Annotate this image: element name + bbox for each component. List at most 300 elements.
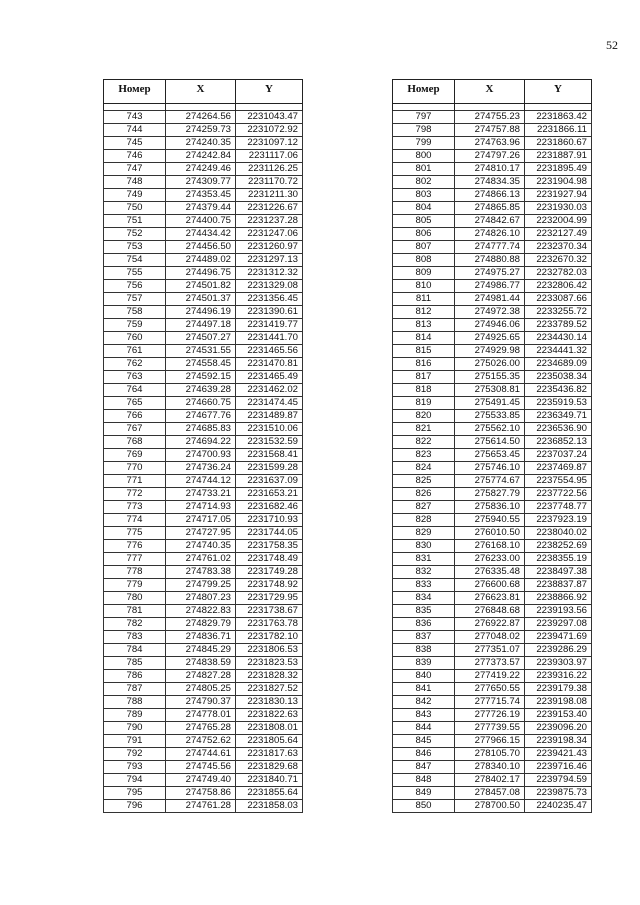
point-number-cell: 800 [393, 150, 455, 163]
y-coordinate-cell: 2231855.64 [236, 787, 303, 800]
y-coordinate-cell: 2231822.63 [236, 709, 303, 722]
point-number-cell: 842 [393, 696, 455, 709]
x-coordinate-cell: 274660.75 [166, 397, 236, 410]
x-coordinate-cell: 274972.38 [455, 306, 525, 319]
y-coordinate-cell: 2231808.01 [236, 722, 303, 735]
point-number-cell: 806 [393, 228, 455, 241]
table-row [393, 514, 592, 527]
point-number-cell: 759 [104, 319, 166, 332]
table-row [393, 241, 592, 254]
y-coordinate-cell: 2231829.68 [236, 761, 303, 774]
point-number-cell: 840 [393, 670, 455, 683]
table-row [104, 696, 303, 709]
point-number-cell: 779 [104, 579, 166, 592]
table-row [104, 345, 303, 358]
y-coordinate-cell: 2231930.03 [525, 202, 592, 215]
table-row [393, 618, 592, 631]
point-number-cell: 754 [104, 254, 166, 267]
table-row [104, 137, 303, 150]
table-row [393, 683, 592, 696]
table-row [104, 605, 303, 618]
y-coordinate-cell: 2238355.19 [525, 553, 592, 566]
x-coordinate-cell: 276623.81 [455, 592, 525, 605]
point-number-cell: 820 [393, 410, 455, 423]
point-number-cell: 776 [104, 540, 166, 553]
point-number-cell: 845 [393, 735, 455, 748]
point-number-cell: 832 [393, 566, 455, 579]
y-coordinate-cell: 2239198.08 [525, 696, 592, 709]
point-number-cell: 823 [393, 449, 455, 462]
y-coordinate-cell: 2231470.81 [236, 358, 303, 371]
table-row [104, 241, 303, 254]
y-coordinate-cell: 2231927.94 [525, 189, 592, 202]
y-coordinate-cell: 2232782.03 [525, 267, 592, 280]
point-number-cell: 785 [104, 657, 166, 670]
point-number-cell: 828 [393, 514, 455, 527]
table-row [104, 111, 303, 124]
y-coordinate-cell: 2234441.32 [525, 345, 592, 358]
y-coordinate-cell: 2231863.42 [525, 111, 592, 124]
x-coordinate-cell: 274259.73 [166, 124, 236, 137]
y-coordinate-cell: 2231356.45 [236, 293, 303, 306]
point-number-cell: 822 [393, 436, 455, 449]
point-number-cell: 809 [393, 267, 455, 280]
point-number-cell: 783 [104, 631, 166, 644]
table-row [393, 371, 592, 384]
x-coordinate-cell: 274744.61 [166, 748, 236, 761]
table-row [393, 306, 592, 319]
x-coordinate-cell: 274685.83 [166, 423, 236, 436]
x-coordinate-cell: 277351.07 [455, 644, 525, 657]
x-coordinate-cell: 274531.55 [166, 345, 236, 358]
x-coordinate-cell: 274752.62 [166, 735, 236, 748]
y-coordinate-cell: 2231817.63 [236, 748, 303, 761]
x-coordinate-cell: 274822.83 [166, 605, 236, 618]
point-number-cell: 837 [393, 631, 455, 644]
point-number-cell: 756 [104, 280, 166, 293]
table-row [104, 787, 303, 800]
point-number-cell: 836 [393, 618, 455, 631]
table-row [104, 501, 303, 514]
x-coordinate-cell: 274757.88 [455, 124, 525, 137]
x-coordinate-cell: 278340.10 [455, 761, 525, 774]
y-coordinate-cell: 2239179.38 [525, 683, 592, 696]
header-spacer [104, 104, 303, 111]
x-coordinate-cell: 275836.10 [455, 501, 525, 514]
point-number-cell: 839 [393, 657, 455, 670]
point-number-cell: 848 [393, 774, 455, 787]
point-number-cell: 771 [104, 475, 166, 488]
table-header-row [393, 80, 592, 104]
point-number-cell: 760 [104, 332, 166, 345]
y-coordinate-cell: 2231738.67 [236, 605, 303, 618]
x-coordinate-cell: 274865.85 [455, 202, 525, 215]
table-row [104, 579, 303, 592]
x-coordinate-cell: 275533.85 [455, 410, 525, 423]
table-row [393, 735, 592, 748]
table-row [393, 670, 592, 683]
x-coordinate-cell: 274740.35 [166, 540, 236, 553]
y-coordinate-cell: 2231682.46 [236, 501, 303, 514]
table-row [393, 696, 592, 709]
y-coordinate-cell: 2231758.35 [236, 540, 303, 553]
table-row [393, 501, 592, 514]
table-row [104, 397, 303, 410]
x-coordinate-cell: 277419.22 [455, 670, 525, 683]
point-number-cell: 797 [393, 111, 455, 124]
table-row [104, 410, 303, 423]
table-row [104, 709, 303, 722]
table-row [393, 787, 592, 800]
table-row [104, 371, 303, 384]
table-row [393, 202, 592, 215]
x-coordinate-cell: 274826.10 [455, 228, 525, 241]
x-coordinate-cell: 274799.25 [166, 579, 236, 592]
y-coordinate-cell: 2239153.40 [525, 709, 592, 722]
x-coordinate-cell: 275827.79 [455, 488, 525, 501]
table-row [393, 254, 592, 267]
y-coordinate-cell: 2239286.29 [525, 644, 592, 657]
point-number-cell: 769 [104, 449, 166, 462]
table-row [104, 319, 303, 332]
x-coordinate-cell: 278105.70 [455, 748, 525, 761]
x-coordinate-cell: 274807.23 [166, 592, 236, 605]
x-coordinate-cell: 274489.02 [166, 254, 236, 267]
y-coordinate-cell: 2231419.77 [236, 319, 303, 332]
x-coordinate-cell: 274925.65 [455, 332, 525, 345]
table-row [104, 527, 303, 540]
y-coordinate-cell: 2238497.38 [525, 566, 592, 579]
y-coordinate-cell: 2231895.49 [525, 163, 592, 176]
point-number-cell: 763 [104, 371, 166, 384]
point-number-cell: 804 [393, 202, 455, 215]
table-row [393, 722, 592, 735]
y-coordinate-cell: 2231390.61 [236, 306, 303, 319]
x-coordinate-cell: 274694.22 [166, 436, 236, 449]
table-row [393, 332, 592, 345]
table-row [393, 150, 592, 163]
point-number-cell: 816 [393, 358, 455, 371]
point-number-cell: 778 [104, 566, 166, 579]
x-coordinate-cell: 274639.28 [166, 384, 236, 397]
point-number-cell: 850 [393, 800, 455, 813]
table-row [393, 228, 592, 241]
point-number-cell: 746 [104, 150, 166, 163]
x-coordinate-cell: 274496.75 [166, 267, 236, 280]
point-number-cell: 841 [393, 683, 455, 696]
x-coordinate-cell: 278700.50 [455, 800, 525, 813]
y-coordinate-cell: 2239875.73 [525, 787, 592, 800]
y-coordinate-cell: 2238252.69 [525, 540, 592, 553]
coordinates-table-left [103, 79, 303, 813]
y-coordinate-cell: 2231830.13 [236, 696, 303, 709]
x-coordinate-cell: 274810.17 [455, 163, 525, 176]
x-coordinate-cell: 274797.26 [455, 150, 525, 163]
point-number-cell: 766 [104, 410, 166, 423]
point-number-cell: 786 [104, 670, 166, 683]
table-row [393, 267, 592, 280]
y-coordinate-cell: 2239193.56 [525, 605, 592, 618]
table-row [393, 553, 592, 566]
y-coordinate-cell: 2231465.49 [236, 371, 303, 384]
table-row [104, 644, 303, 657]
x-coordinate-cell: 277966.15 [455, 735, 525, 748]
y-coordinate-cell: 2231866.11 [525, 124, 592, 137]
point-number-cell: 762 [104, 358, 166, 371]
y-coordinate-cell: 2231465.56 [236, 345, 303, 358]
x-coordinate-cell: 274829.79 [166, 618, 236, 631]
table-row [393, 358, 592, 371]
table-row [393, 293, 592, 306]
table-row [104, 358, 303, 371]
table-row [104, 462, 303, 475]
table-row [104, 488, 303, 501]
point-number-cell: 775 [104, 527, 166, 540]
x-coordinate-cell: 274592.15 [166, 371, 236, 384]
point-number-cell: 745 [104, 137, 166, 150]
table-row [393, 176, 592, 189]
x-coordinate-cell: 274790.37 [166, 696, 236, 709]
y-coordinate-cell: 2237748.77 [525, 501, 592, 514]
x-coordinate-cell: 274400.75 [166, 215, 236, 228]
table-row [393, 462, 592, 475]
y-coordinate-cell: 2231226.67 [236, 202, 303, 215]
table-row [104, 150, 303, 163]
x-coordinate-cell: 276848.68 [455, 605, 525, 618]
point-number-cell: 755 [104, 267, 166, 280]
x-coordinate-cell: 274778.01 [166, 709, 236, 722]
y-coordinate-cell: 2235436.82 [525, 384, 592, 397]
point-number-cell: 847 [393, 761, 455, 774]
x-coordinate-cell: 274845.29 [166, 644, 236, 657]
x-coordinate-cell: 277650.55 [455, 683, 525, 696]
point-number-cell: 830 [393, 540, 455, 553]
table-row [393, 579, 592, 592]
y-coordinate-cell: 2235038.34 [525, 371, 592, 384]
y-coordinate-cell: 2234689.09 [525, 358, 592, 371]
x-coordinate-cell: 277739.55 [455, 722, 525, 735]
table-row [104, 514, 303, 527]
table-row [393, 345, 592, 358]
point-number-cell: 835 [393, 605, 455, 618]
table-row [393, 397, 592, 410]
y-coordinate-cell: 2231599.28 [236, 462, 303, 475]
table-row [104, 618, 303, 631]
y-coordinate-cell: 2231170.72 [236, 176, 303, 189]
table-row [104, 280, 303, 293]
point-number-cell: 781 [104, 605, 166, 618]
x-coordinate-cell: 274496.19 [166, 306, 236, 319]
x-coordinate-cell: 274264.56 [166, 111, 236, 124]
point-number-cell: 780 [104, 592, 166, 605]
table-row [104, 475, 303, 488]
header-x: X [166, 80, 236, 104]
table-row [393, 540, 592, 553]
x-coordinate-cell: 274309.77 [166, 176, 236, 189]
y-coordinate-cell: 2238866.92 [525, 592, 592, 605]
point-number-cell: 849 [393, 787, 455, 800]
x-coordinate-cell: 278457.08 [455, 787, 525, 800]
x-coordinate-cell: 274929.98 [455, 345, 525, 358]
table-row [393, 748, 592, 761]
table-row [104, 189, 303, 202]
y-coordinate-cell: 2231805.64 [236, 735, 303, 748]
y-coordinate-cell: 2239471.69 [525, 631, 592, 644]
point-number-cell: 761 [104, 345, 166, 358]
table-row [104, 384, 303, 397]
y-coordinate-cell: 2231823.53 [236, 657, 303, 670]
y-coordinate-cell: 2232806.42 [525, 280, 592, 293]
table-row [104, 670, 303, 683]
point-number-cell: 757 [104, 293, 166, 306]
x-coordinate-cell: 274379.44 [166, 202, 236, 215]
point-number-cell: 818 [393, 384, 455, 397]
table-header-row [104, 80, 303, 104]
x-coordinate-cell: 275653.45 [455, 449, 525, 462]
header-number: Номер [393, 80, 455, 104]
y-coordinate-cell: 2231744.05 [236, 527, 303, 540]
x-coordinate-cell: 274714.93 [166, 501, 236, 514]
point-number-cell: 821 [393, 423, 455, 436]
x-coordinate-cell: 274758.86 [166, 787, 236, 800]
point-number-cell: 749 [104, 189, 166, 202]
point-number-cell: 793 [104, 761, 166, 774]
point-number-cell: 744 [104, 124, 166, 137]
y-coordinate-cell: 2239421.43 [525, 748, 592, 761]
table-row [393, 631, 592, 644]
table-row [393, 644, 592, 657]
table-row [393, 657, 592, 670]
x-coordinate-cell: 274834.35 [455, 176, 525, 189]
table-row [393, 592, 592, 605]
x-coordinate-cell: 274733.21 [166, 488, 236, 501]
table-row [393, 319, 592, 332]
y-coordinate-cell: 2231247.06 [236, 228, 303, 241]
point-number-cell: 764 [104, 384, 166, 397]
y-coordinate-cell: 2231532.59 [236, 436, 303, 449]
point-number-cell: 812 [393, 306, 455, 319]
table-row [104, 735, 303, 748]
y-coordinate-cell: 2239198.34 [525, 735, 592, 748]
y-coordinate-cell: 2235919.53 [525, 397, 592, 410]
x-coordinate-cell: 276335.48 [455, 566, 525, 579]
table-row [393, 488, 592, 501]
x-coordinate-cell: 275746.10 [455, 462, 525, 475]
x-coordinate-cell: 274744.12 [166, 475, 236, 488]
x-coordinate-cell: 274805.25 [166, 683, 236, 696]
y-coordinate-cell: 2232127.49 [525, 228, 592, 241]
x-coordinate-cell: 274765.28 [166, 722, 236, 735]
table-row [393, 280, 592, 293]
x-coordinate-cell: 275774.67 [455, 475, 525, 488]
y-coordinate-cell: 2231763.78 [236, 618, 303, 631]
point-number-cell: 788 [104, 696, 166, 709]
table-row [393, 709, 592, 722]
x-coordinate-cell: 275026.00 [455, 358, 525, 371]
y-coordinate-cell: 2231729.95 [236, 592, 303, 605]
header-y: Y [525, 80, 592, 104]
x-coordinate-cell: 275614.50 [455, 436, 525, 449]
point-number-cell: 826 [393, 488, 455, 501]
table-row [104, 215, 303, 228]
x-coordinate-cell: 274842.67 [455, 215, 525, 228]
x-coordinate-cell: 274677.76 [166, 410, 236, 423]
y-coordinate-cell: 2231126.25 [236, 163, 303, 176]
y-coordinate-cell: 2231237.28 [236, 215, 303, 228]
y-coordinate-cell: 2236852.13 [525, 436, 592, 449]
point-number-cell: 774 [104, 514, 166, 527]
x-coordinate-cell: 278402.17 [455, 774, 525, 787]
point-number-cell: 794 [104, 774, 166, 787]
table-row [104, 449, 303, 462]
table-row [393, 527, 592, 540]
point-number-cell: 792 [104, 748, 166, 761]
table-row [393, 163, 592, 176]
point-number-cell: 838 [393, 644, 455, 657]
x-coordinate-cell: 275491.45 [455, 397, 525, 410]
y-coordinate-cell: 2237469.87 [525, 462, 592, 475]
x-coordinate-cell: 274434.42 [166, 228, 236, 241]
y-coordinate-cell: 2231860.67 [525, 137, 592, 150]
y-coordinate-cell: 2231748.49 [236, 553, 303, 566]
table-row [104, 566, 303, 579]
y-coordinate-cell: 2231568.41 [236, 449, 303, 462]
x-coordinate-cell: 274249.46 [166, 163, 236, 176]
table-row [393, 215, 592, 228]
header-spacer [393, 104, 592, 111]
point-number-cell: 748 [104, 176, 166, 189]
y-coordinate-cell: 2233087.66 [525, 293, 592, 306]
point-number-cell: 767 [104, 423, 166, 436]
table-row [104, 540, 303, 553]
point-number-cell: 750 [104, 202, 166, 215]
point-number-cell: 807 [393, 241, 455, 254]
table-row [104, 293, 303, 306]
x-coordinate-cell: 274242.84 [166, 150, 236, 163]
y-coordinate-cell: 2231840.71 [236, 774, 303, 787]
x-coordinate-cell: 274761.02 [166, 553, 236, 566]
y-coordinate-cell: 2231117.06 [236, 150, 303, 163]
y-coordinate-cell: 2231329.08 [236, 280, 303, 293]
table-row [393, 384, 592, 397]
x-coordinate-cell: 277048.02 [455, 631, 525, 644]
table-row [104, 423, 303, 436]
table-row [393, 410, 592, 423]
y-coordinate-cell: 2231806.53 [236, 644, 303, 657]
point-number-cell: 829 [393, 527, 455, 540]
y-coordinate-cell: 2231827.52 [236, 683, 303, 696]
y-coordinate-cell: 2231904.98 [525, 176, 592, 189]
point-number-cell: 834 [393, 592, 455, 605]
y-coordinate-cell: 2239316.22 [525, 670, 592, 683]
x-coordinate-cell: 274353.45 [166, 189, 236, 202]
x-coordinate-cell: 274456.50 [166, 241, 236, 254]
y-coordinate-cell: 2239303.97 [525, 657, 592, 670]
point-number-cell: 803 [393, 189, 455, 202]
x-coordinate-cell: 274986.77 [455, 280, 525, 293]
point-number-cell: 789 [104, 709, 166, 722]
x-coordinate-cell: 274981.44 [455, 293, 525, 306]
header-x: X [455, 80, 525, 104]
point-number-cell: 796 [104, 800, 166, 813]
x-coordinate-cell: 274783.38 [166, 566, 236, 579]
x-coordinate-cell: 274501.37 [166, 293, 236, 306]
point-number-cell: 791 [104, 735, 166, 748]
point-number-cell: 795 [104, 787, 166, 800]
y-coordinate-cell: 2238837.87 [525, 579, 592, 592]
table-row [393, 774, 592, 787]
x-coordinate-cell: 276168.10 [455, 540, 525, 553]
